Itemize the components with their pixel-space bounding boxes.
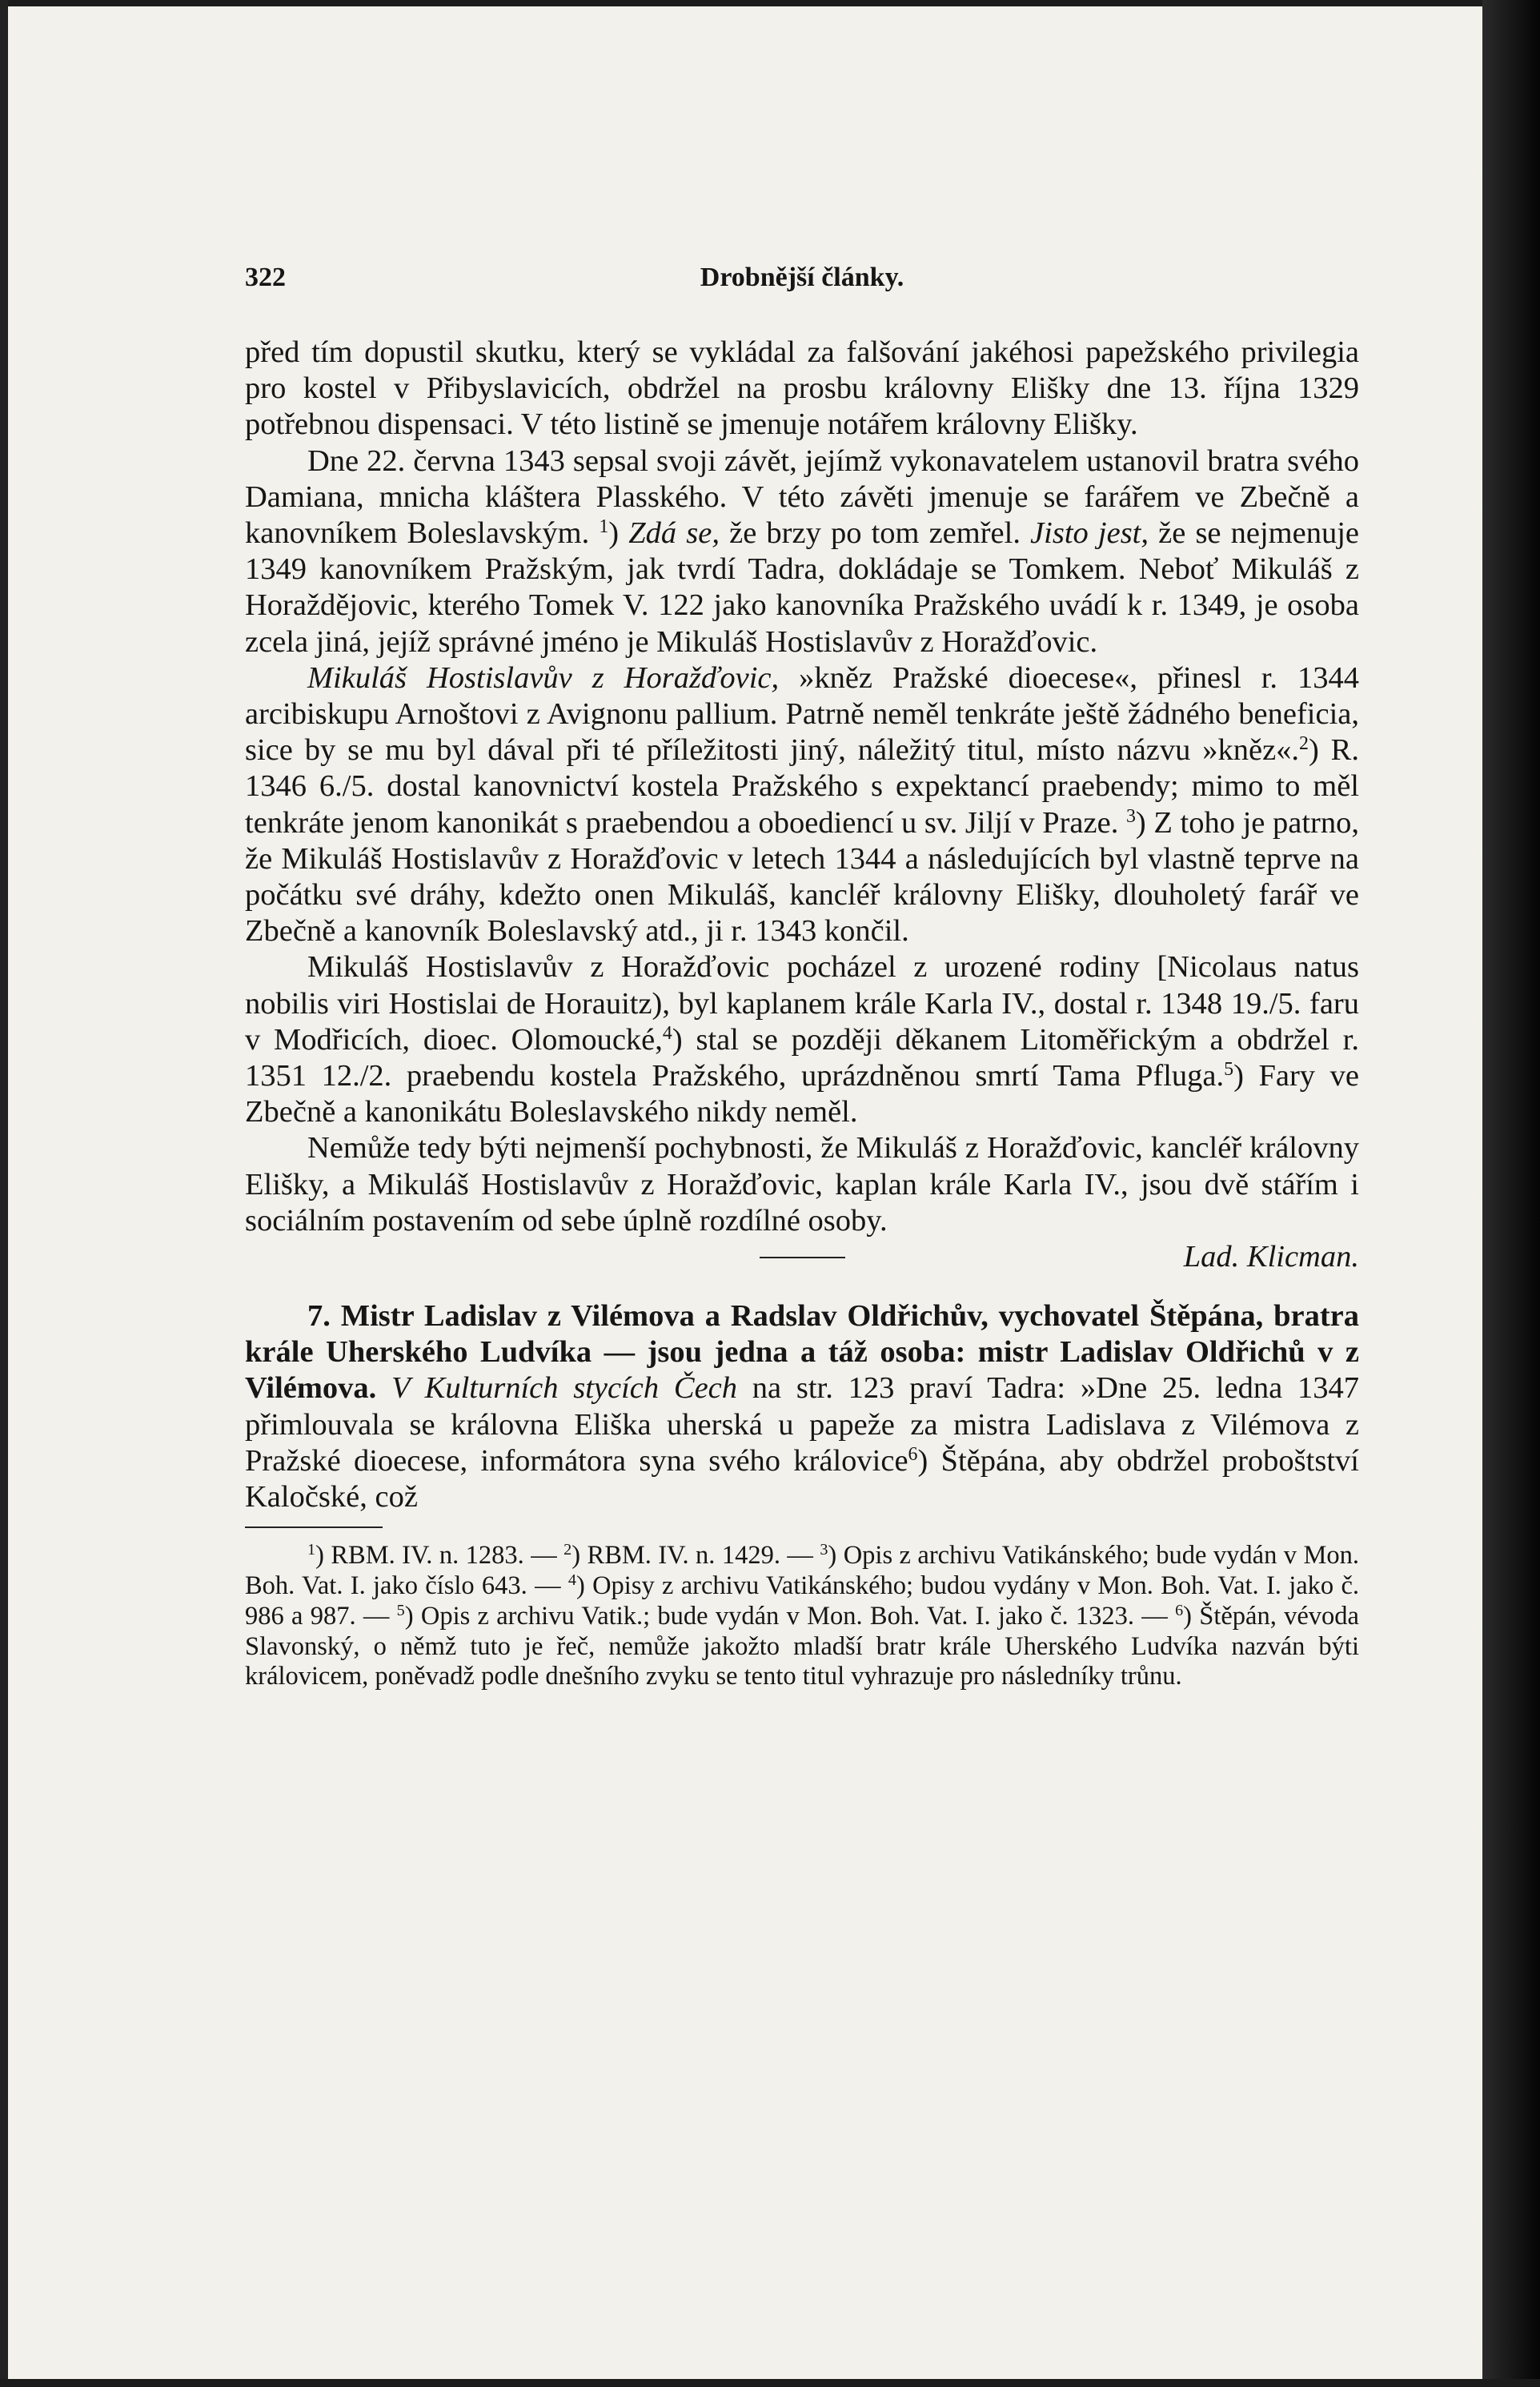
footnote-marker: 4: [662, 1022, 672, 1044]
paragraph: [245, 443, 1359, 660]
text-run: ) Štěpán, vévoda Slavonský, o němž tuto je řeč, nemůže jakožto mladší bratr krále Uherského Ludvíka nazván býti královicem, poněvadž podle dnešního zvyku se tento titul vyhrazuje pro následníky trůnu.: [245, 1601, 1359, 1691]
text-run: »kněz Pražské dioecese«, přinesl r. 1344 arcibiskupu Arnoštovi z Avignonu pallium. Patrně neměl tenkráte ještě žádného beneficia, sice by se mu byl dával při té příležitosti jiný, náležitý titul, místo názvu »kněz«.: [245, 660, 1359, 768]
footnote-marker: 1: [599, 516, 609, 537]
italic-text: Mikuláš Hostislavův z Horažďovic,: [307, 660, 780, 695]
text-run: ) Opis z archivu Vatikánského; bude vydán v Mon. Boh. Vat. I. jako číslo 643. —: [245, 1541, 1359, 1601]
italic-text: Jisto jest,: [1030, 516, 1149, 551]
text-run: ) stal se později děkanem Litoměřickým a obdržel r. 1351 12./2. praebendu kostela Pražského, uprázdněnou smrtí Tama Pfluga.: [245, 1022, 1359, 1093]
paragraph: [245, 660, 1359, 950]
text-run: ): [608, 516, 629, 551]
paragraph-with-signature: [245, 1130, 1359, 1239]
book-page: [245, 258, 1359, 1692]
text-run: na str. 123 praví Tadra: »Dne 25. ledna 1347 přimlouvala se královna Eliška uherská u papeže za mistra Ladislava z Vilémova z Pražské dioecese, informátora syna svého královice: [245, 1371, 1359, 1478]
footnotes: [245, 1541, 1359, 1692]
section-body: [245, 1371, 1359, 1514]
footnote-marker: 5: [396, 1601, 405, 1619]
section-divider: [760, 1257, 845, 1258]
paragraph-text: [245, 1131, 1359, 1237]
text-run: ) Štěpána, aby obdržel proboštství Kaločské, což: [245, 1443, 1359, 1514]
section-paragraph: [245, 1298, 1359, 1515]
text-run: ) Fary ve Zbečně a kanonikátu Boleslavského nikdy neměl.: [245, 1059, 1359, 1129]
page-number: 322: [245, 263, 286, 292]
author-signature: Lad. Klicman.: [1183, 1240, 1359, 1274]
text-run: ) Opis z archivu Vatik.; bude vydán v Mon. Boh. Vat. I. jako č. 1323. —: [404, 1601, 1176, 1631]
scan-border-bottom: [0, 2379, 1540, 2387]
text-run: ) RBM. IV. n. 1429. —: [571, 1541, 820, 1571]
footnote-marker: 6: [1175, 1601, 1184, 1619]
footnote-divider: [245, 1526, 383, 1528]
footnote-marker: 2: [1299, 733, 1309, 755]
section-title: 7. Mistr Ladislav z Vilémova a Radslav Oldřichův, vychovatel Štěpána, bratra krále Uherského Ludvíka — jsou jedna a táž osoba: mistr Ladislav Oldřichů v z Vilémova.: [245, 1299, 1359, 1406]
footnote-marker: 6: [908, 1443, 918, 1465]
text-run: že brzy po tom zemřel.: [719, 516, 1031, 551]
text-run: Mikuláš Hostislavův z Horažďovic pocházel z urozené rodiny [Nicolaus natus nobilis viri Hostislai de Horauitz), byl kaplanem krále Karla IV., dostal r. 1348 19./5. faru v Modřicích, dioec. Olomoucké,: [245, 950, 1359, 1057]
footnote-marker: 3: [820, 1541, 828, 1559]
footnote-marker: 5: [1224, 1058, 1234, 1080]
text-run: Nemůže tedy býti nejmenší pochybnosti, že Mikuláš z Horažďovic, kancléř královny Elišky, a Mikuláš Hostislavův z Horažďovic, kaplan krále Karla IV., jsou dvě stářím i sociálním postavením od sebe úplně rozdílné osoby.: [245, 1131, 1359, 1238]
footnote-marker: 4: [567, 1571, 576, 1590]
text-run: že se nejmenuje 1349 kanovníkem Pražským, jak tvrdí Tadra, dokládaje se Tomkem. Neboť Mikuláš z Horaždějovic, kterého Tomek V. 122 jako kanovníka Pražského uvádí k r. 1349, je osoba zcela jiná, jejíž správné jméno je Mikuláš Hostislavův z Horažďovic.: [245, 516, 1359, 659]
page-header: [245, 258, 1359, 306]
footnote-marker: 2: [563, 1541, 572, 1559]
text-run: ) R. 1346 6./5. dostal kanovnictví kostela Pražského s expektancí praebendy; mimo to měl tenkráte jenom kanonikát s praebendou a oboediencí u sv. Jiljí v Praze.: [245, 733, 1359, 840]
scan-border-left: [0, 0, 8, 2387]
scan-border-right: [1482, 0, 1540, 2387]
footnote-text: [245, 1541, 1359, 1692]
body-text: [245, 335, 1359, 1692]
footnote-marker: 1: [307, 1541, 316, 1559]
scan-border-top: [0, 0, 1540, 6]
text-run: ) Opisy z archivu Vatikánského; budou vydány v Mon. Boh. Vat. I. jako č. 986 a 987. —: [245, 1571, 1359, 1631]
text-run: [376, 1371, 391, 1405]
text-run: ) RBM. IV. n. 1283. —: [315, 1541, 564, 1571]
paragraph: [245, 949, 1359, 1130]
italic-text: V Kulturních stycích Čech: [391, 1371, 738, 1406]
running-title: Drobnější články.: [700, 263, 904, 292]
text-run: ) Z toho je patrno, že Mikuláš Hostislavův z Horažďovic v letech 1344 a následujících byl vlastně teprve na počátku své dráhy, kdežto onen Mikuláš, kancléř královny Elišky, dlouholetý farář ve Zbečně a kanovník Boleslavský atd., ji r. 1343 končil.: [245, 805, 1359, 949]
text-run: před tím dopustil skutku, který se vykládal za falšování jakéhosi papežského privilegia pro kostel v Přibyslavicích, obdržel na prosbu královny Elišky dne 13. října 1329 potřebnou dispensaci. V této listině se jmenuje notářem královny Elišky.: [245, 335, 1359, 442]
paragraph: [245, 335, 1359, 443]
text-run: Dne 22. června 1343 sepsal svoji závět, jejímž vykonavatelem ustanovil bratra svého Damiana, mnicha kláštera Plasského. V této závěti jmenuje se farářem ve Zbečně a kanovníkem Boleslavským.: [245, 443, 1359, 551]
italic-text: Zdá se,: [628, 516, 720, 551]
footnote-marker: 3: [1125, 805, 1136, 827]
